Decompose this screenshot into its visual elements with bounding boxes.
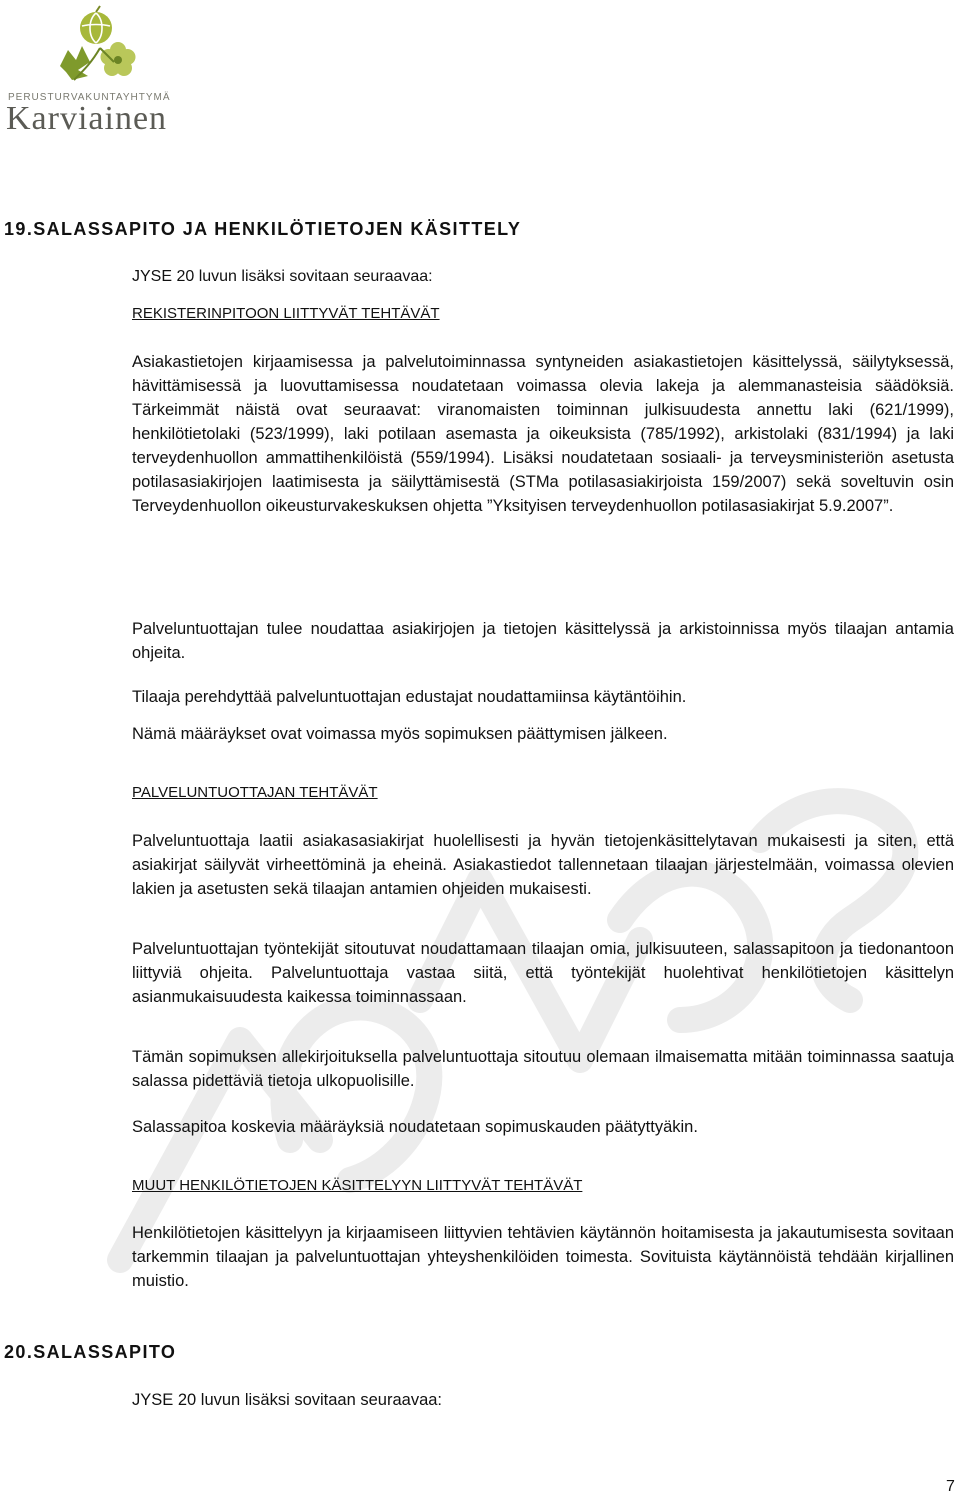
page-number: 7	[946, 1478, 955, 1495]
paragraph-validity: Nämä määräykset ovat voimassa myös sopimuksen päättymisen jälkeen.	[132, 725, 668, 743]
paragraph-employees-commitment: Palveluntuottajan työntekijät sitoutuvat noudattamaan tilaajan omia, julkisuuteen, salassapitoon ja tiedonantoon liittyviä ohjeita. Palveluntuottaja vastaa siitä, että työntekijät huolehtivat henkilötietojen käsittelyn asianmukaisuudesta kaikessa toiminnassaan.	[132, 940, 954, 1006]
section-19-intro: JYSE 20 luvun lisäksi sovitaan seuraavaa:	[132, 268, 433, 285]
paragraph-confidentiality-commitment: Tämän sopimuksen allekirjoituksella palveluntuottaja sitoutuu olemaan ilmaisematta mitään toiminnassa saatuja salassa pidettäviä tietoja ulkopuolisille.	[132, 1048, 954, 1090]
paragraph-confidentiality-after-term: Salassapitoa koskevia määräyksiä noudatetaan sopimuskauden päätyttyäkin.	[132, 1118, 698, 1136]
section-19-heading: 19.SALASSAPITO JA HENKILÖTIETOJEN KÄSITTELY	[4, 219, 522, 239]
paragraph-record-keeping: Palveluntuottaja laatii asiakasasiakirjat huolellisesti ja hyvän tietojenkäsittelytavan mukaisesti ja siten, että asiakirjat säilyvät virheettöminä ja eheinä. Asiakastiedot tallennetaan tilaajan järjestelmään, voimassa olevien lakien ja asetusten sekä tilaajan antamien ohjeiden mukaisesti.	[132, 832, 954, 898]
section-20-intro: JYSE 20 luvun lisäksi sovitaan seuraavaa:	[132, 1391, 443, 1409]
section-20-heading: 20.SALASSAPITO	[4, 1342, 177, 1362]
organization-logo	[4, 4, 174, 144]
paragraph-practical-arrangements: Henkilötietojen käsittelyyn ja kirjaamiseen liittyvien tehtävien käytännön hoitamisesta ja jakautumisesta sovitaan tarkemmin tilaajan ja palveluntuottajan yhteyshenkilöiden toimesta. Sovituista käytännöistä tehdään kirjallinen muistio.	[132, 1224, 954, 1290]
paragraph-provider-follow-instructions: Palveluntuottajan tulee noudattaa asiakirjojen ja tietojen käsittelyssä ja arkistoinnissa myös tilaajan antamia ohjeita.	[132, 620, 954, 662]
subheading-registry-duties: REKISTERINPITOON LIITTYVÄT TEHTÄVÄT	[132, 305, 440, 322]
subheading-other-duties: MUUT HENKILÖTIETOJEN KÄSITTELYYN LIITTYVÄT TEHTÄVÄT	[132, 1177, 583, 1194]
paragraph-legislation: Asiakastietojen kirjaamisessa ja palvelutoiminnassa syntyneiden asiakastietojen käsittelyssä, säilytyksessä, hävittämisessä ja luovuttamisessa noudatetaan voimassa olevia lakeja ja alemmanasteisia säädöksiä. Tärkeimmät näistä ovat seuraavat: viranomaisten toiminnan julkisuudesta annettu laki (621/1999), henkilötietolaki (523/1999), laki potilaan asemasta ja oikeuksista (785/1992), arkistolaki (831/1994) ja laki terveydenhuollon ammattihenkilöistä (559/1994). Lisäksi noudatetaan sosiaali- ja terveysministeriön asetusta potilasasiakirjojen laatimisesta ja säilyttämisestä (STMa potilasasiakirjoista 159/2007) sekä soveltuvin osin Terveydenhuollon oikeusturvakeskuksen ohjetta ”Yksityisen terveydenhuollon potilasasiakirjat 5.9.2007”.	[132, 353, 954, 515]
logo-brand-text: Karviainen	[6, 100, 168, 137]
paragraph-orientation: Tilaaja perehdyttää palveluntuottajan edustajat noudattamiinsa käytäntöihin.	[132, 688, 687, 706]
gooseberry-leaf-flower-logo-icon	[48, 4, 144, 94]
logo-organization-text: PERUSTURVAKUNTAYHTYMÄ	[8, 92, 171, 103]
subheading-provider-duties: PALVELUNTUOTTAJAN TEHTÄVÄT	[132, 784, 378, 801]
